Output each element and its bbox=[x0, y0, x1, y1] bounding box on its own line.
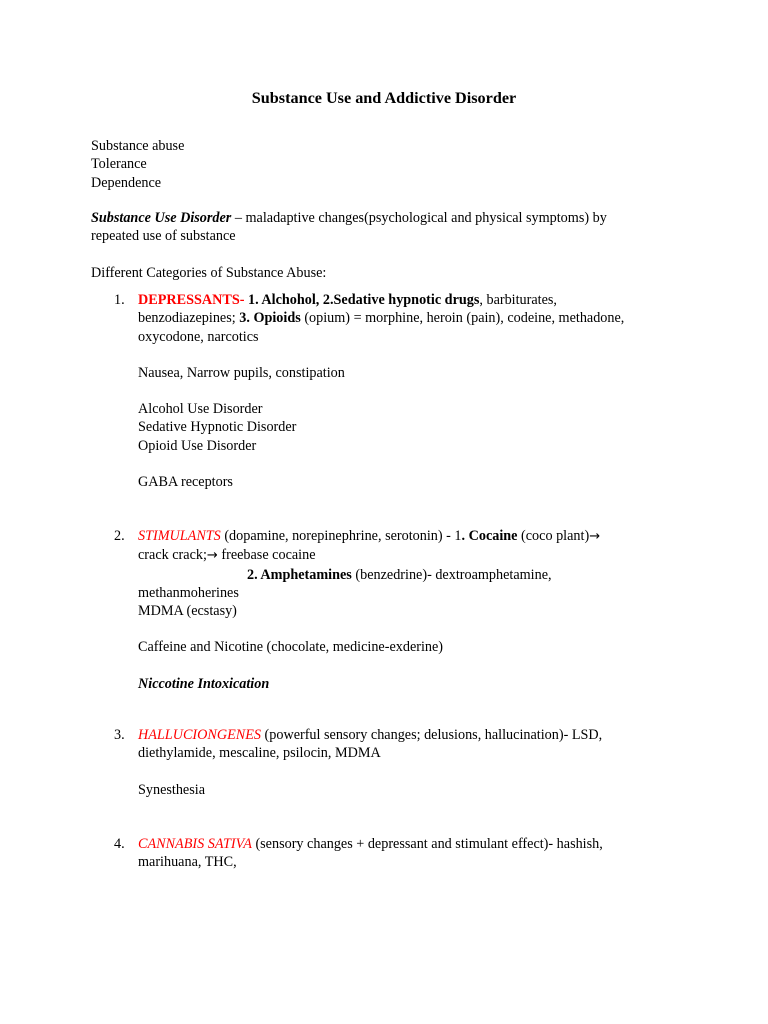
depressants-drugs: 1. Alchohol, 2.Sedative hypnotic drugs bbox=[248, 292, 480, 308]
stimulants-note: Caffeine and Nicotine (chocolate, medicine-exderine) bbox=[138, 639, 444, 656]
cannabis-line-1 bbox=[138, 835, 603, 853]
list-number-2: 2. bbox=[114, 528, 125, 544]
depressants-opioids: 3. Opioids bbox=[239, 310, 301, 327]
stimulants-amphetamine-list: (benzedrine)- dextroamphetamine, bbox=[351, 566, 552, 583]
definition-text: maladaptive changes(psychological and physical symptoms) by bbox=[245, 210, 607, 226]
stimulants-line-2 bbox=[138, 546, 600, 565]
list-item-cannabis bbox=[138, 835, 603, 872]
stimulants-cocaine: . Cocaine bbox=[461, 528, 518, 544]
depressants-opioid-list: (opium) = morphine, heroin (pain), codeine, methadone, bbox=[300, 310, 625, 327]
hallucinogens-line-1 bbox=[138, 726, 602, 744]
list-item-depressants bbox=[138, 291, 624, 491]
stimulants-coco-plant: (coco plant) bbox=[517, 528, 590, 544]
categories-heading: Different Categories of Substance Abuse: bbox=[91, 265, 327, 281]
stimulants-amphetamines: 2. Amphetamines bbox=[247, 566, 352, 583]
stimulants-freebase: freebase cocaine bbox=[217, 547, 316, 564]
definition-paragraph bbox=[91, 209, 607, 246]
disorder-alcohol: Alcohol Use Disorder bbox=[138, 401, 263, 418]
category-name-cannabis: CANNABIS SATIVA bbox=[138, 836, 252, 852]
definition-term: Substance Use Disorder bbox=[91, 210, 232, 226]
depressants-line-1 bbox=[138, 291, 624, 309]
list-number-3: 3. bbox=[114, 727, 125, 743]
stimulants-line-4: methanmoherines bbox=[138, 584, 239, 601]
depressants-line-2 bbox=[138, 309, 624, 327]
definition-dash: – bbox=[231, 210, 246, 226]
depressants-symptoms: Nausea, Narrow pupils, constipation bbox=[138, 364, 345, 381]
depressants-benzo: benzodiazepines; bbox=[138, 310, 240, 327]
disorder-sedative: Sedative Hypnotic Disorder bbox=[138, 419, 297, 436]
stimulants-neurotransmitters: (dopamine, norepinephrine, serotonin) - 1 bbox=[220, 528, 462, 544]
stimulants-intoxication: Niccotine Intoxication bbox=[138, 675, 270, 692]
cannabis-description: (sensory changes + depressant and stimulant effect)- hashish, bbox=[251, 836, 603, 852]
list-item-stimulants bbox=[138, 527, 600, 693]
stimulants-line-1 bbox=[138, 527, 600, 546]
depressants-extra: , barbiturates, bbox=[479, 292, 557, 308]
cannabis-line-2: marihuana, THC, bbox=[138, 854, 237, 871]
document-title: Substance Use and Addictive Disorder bbox=[251, 89, 517, 107]
hallucinogens-note: Synesthesia bbox=[138, 781, 205, 798]
term-dependence: Dependence bbox=[91, 174, 162, 191]
arrow-right-icon: → bbox=[206, 548, 218, 564]
definition-line-1 bbox=[91, 209, 607, 227]
category-name-hallucinogens: HALLUCIONGENES bbox=[138, 727, 261, 743]
list-item-hallucinogens bbox=[138, 726, 602, 799]
term-substance-abuse: Substance abuse bbox=[91, 138, 185, 154]
hallucinogens-line-2: diethylamide, mescaline, psilocin, MDMA bbox=[138, 745, 381, 762]
term-tolerance: Tolerance bbox=[91, 156, 147, 173]
category-name-stimulants: STIMULANTS bbox=[138, 528, 221, 544]
hallucinogens-description: (powerful sensory changes; delusions, hallucination)- LSD, bbox=[260, 727, 603, 743]
depressants-receptors: GABA receptors bbox=[138, 474, 233, 491]
stimulants-line-5: MDMA (ecstasy) bbox=[138, 603, 237, 620]
arrow-right-icon: → bbox=[589, 529, 601, 544]
category-name-depressants: DEPRESSANTS bbox=[138, 292, 240, 308]
list-number-1: 1. bbox=[114, 292, 125, 308]
depressants-dash: - bbox=[239, 292, 248, 308]
list-number-4: 4. bbox=[114, 836, 125, 852]
definition-line-2: repeated use of substance bbox=[91, 228, 236, 245]
disorder-opioid: Opioid Use Disorder bbox=[138, 437, 257, 454]
stimulants-crack: crack crack; bbox=[138, 547, 207, 564]
stimulants-line-3 bbox=[138, 566, 600, 584]
terms-list bbox=[91, 137, 184, 192]
depressants-line-3: oxycodone, narcotics bbox=[138, 328, 259, 345]
